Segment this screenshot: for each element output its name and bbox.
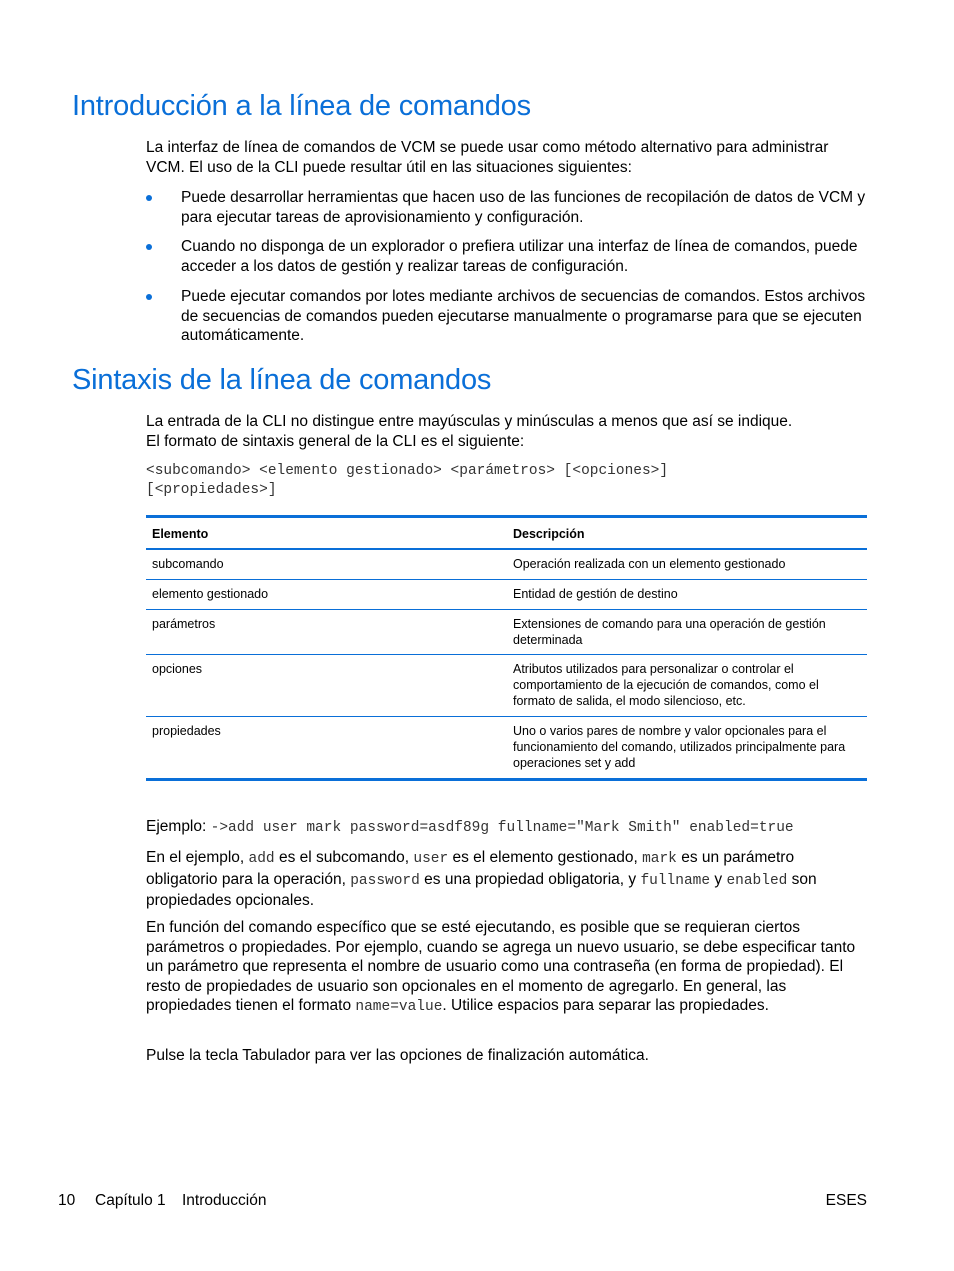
bullet-icon bbox=[146, 294, 152, 300]
example-line bbox=[146, 817, 868, 839]
table-header-row bbox=[146, 518, 867, 550]
table-cell: parámetros bbox=[152, 617, 216, 631]
inline-code: password bbox=[350, 872, 420, 889]
table-bottom-rule bbox=[146, 778, 867, 781]
table-header-cell: Elemento bbox=[152, 527, 209, 541]
bullet-icon bbox=[146, 195, 152, 201]
explain-text: son propiedades opcionales. bbox=[146, 870, 817, 909]
explain-text: En el ejemplo, bbox=[146, 849, 249, 866]
inline-code: fullname bbox=[640, 872, 711, 889]
inline-code: name=value bbox=[355, 999, 443, 1015]
example-label: Ejemplo: bbox=[146, 818, 211, 835]
table-cell: Operación realizada con un elemento gestionado bbox=[513, 557, 786, 571]
section-title-syntax: Sintaxis de la línea de comandos bbox=[72, 364, 492, 396]
explain-text: es el subcomando, bbox=[274, 849, 414, 866]
table-row bbox=[146, 717, 867, 778]
page-number: 10 bbox=[58, 1192, 76, 1209]
table-cell: opciones bbox=[152, 662, 203, 676]
table-row bbox=[146, 550, 867, 580]
bullet-item: Cuando no disponga de un explorador o prefiera utilizar una interfaz de línea de comandos, puede acceder a los datos de gestión y realizar tareas de configuración. bbox=[181, 238, 858, 275]
syntax-table bbox=[146, 515, 867, 781]
table-cell: Uno o varios pares de nombre y valor opcionales para el funcionamiento del comando, utilizados principalmente para operaciones set y add bbox=[513, 724, 846, 770]
paragraph-text: En función del comando específico que se esté ejecutando, es posible que se requieran ciertos parámetros o propiedades. Por ejemplo, cuando se agrega un nuevo usuario, se debe especificar tanto un parámetro que representa el nombre de usuario como una contraseña (en forma de propiedad). El resto de propiedades de usuario son opcionales en el momento de agregarlo. En general, las propiedades tienen el formato bbox=[146, 919, 856, 1014]
tab-completion-paragraph: Pulse la tecla Tabulador para ver las opciones de finalización automática. bbox=[146, 1047, 649, 1064]
syntax-code-line1: <subcomando> <elemento gestionado> <parámetros> [<opciones>] bbox=[146, 463, 669, 479]
inline-code: add bbox=[248, 851, 275, 867]
explain-text: es un parámetro obligatorio para la operación, bbox=[146, 849, 795, 888]
explain-text: es una propiedad obligatoria, y bbox=[419, 870, 641, 888]
explain-text: es el elemento gestionado, bbox=[448, 849, 643, 866]
table-cell: Entidad de gestión de destino bbox=[513, 587, 678, 601]
footer-chapter: Capítulo 1 bbox=[95, 1192, 166, 1209]
requirements-paragraph bbox=[146, 918, 868, 1018]
table-header-cell: Descripción bbox=[513, 527, 585, 541]
intro-paragraph: La interfaz de línea de comandos de VCM se puede usar como método alternativo para administrar VCM. El uso de la CLI puede resultar útil en las situaciones siguientes: bbox=[146, 139, 829, 176]
bullet-item: Puede desarrollar herramientas que hacen uso de las funciones de recopilación de datos de VCM y para ejecutar tareas de aprovisionamiento y configuración. bbox=[181, 189, 866, 226]
table-row bbox=[146, 580, 867, 610]
paragraph-text: . Utilice espacios para separar las propiedades. bbox=[442, 997, 769, 1014]
table-cell: subcomando bbox=[152, 557, 224, 571]
footer-chapter-title: Introducción bbox=[182, 1192, 267, 1209]
inline-code: user bbox=[413, 851, 449, 867]
syntax-code-line2: [<propiedades>] bbox=[146, 482, 277, 498]
footer-locale: ESES bbox=[825, 1192, 867, 1209]
syntax-intro-line1: La entrada de la CLI no distingue entre mayúsculas y minúsculas a menos que así se indique. bbox=[146, 413, 793, 430]
table-cell: Atributos utilizados para personalizar o controlar el comportamiento de la ejecución de comandos, como el formato de salida, el modo silencioso, etc. bbox=[513, 662, 819, 708]
bullet-icon bbox=[146, 244, 152, 250]
table-row bbox=[146, 655, 867, 717]
bullet-item: Puede ejecutar comandos por lotes mediante archivos de secuencias de comandos. Estos archivos de secuencias de comandos pueden ejecutarse manualmente o programarse para que se ejecuten automáticamente. bbox=[181, 288, 866, 344]
table-row bbox=[146, 610, 867, 655]
example-code: ->add user mark password=asdf89g fullname="Mark Smith" enabled=true bbox=[210, 820, 794, 836]
syntax-intro-line2: El formato de sintaxis general de la CLI es el siguiente: bbox=[146, 433, 525, 450]
explain-text: y bbox=[710, 870, 727, 888]
table-cell: elemento gestionado bbox=[152, 587, 269, 601]
inline-code: mark bbox=[642, 851, 677, 867]
table-cell: propiedades bbox=[152, 724, 221, 738]
table-cell: Extensiones de comando para una operación de gestión determinada bbox=[513, 617, 826, 647]
section-title-intro: Introducción a la línea de comandos bbox=[72, 90, 531, 122]
example-explanation bbox=[146, 848, 868, 911]
inline-code: enabled bbox=[726, 872, 788, 889]
